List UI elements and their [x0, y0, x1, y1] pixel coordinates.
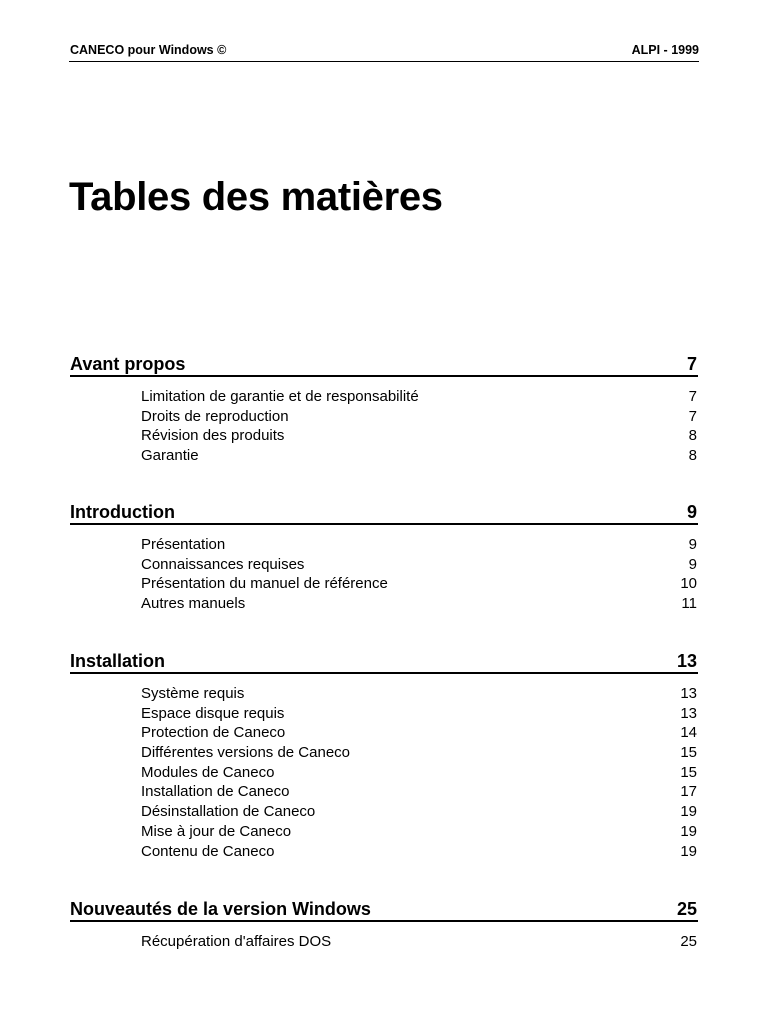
toc-entry-title: Présentation du manuel de référence [141, 575, 388, 593]
toc-entry-title: Espace disque requis [141, 704, 285, 722]
toc-section-heading[interactable] [70, 501, 698, 525]
toc-entry[interactable] [70, 932, 698, 952]
toc-entry-page-number: 17 [680, 783, 697, 801]
toc-entry-title: Protection de Caneco [141, 724, 286, 742]
toc-entry[interactable] [70, 535, 698, 555]
toc-entry[interactable] [70, 426, 698, 446]
toc-entry-page-number: 7 [688, 407, 697, 425]
toc-entry-title: Révision des produits [141, 427, 285, 445]
toc-entry-list [70, 535, 698, 614]
toc-entry-title: Système requis [141, 685, 245, 702]
toc-entry-page-number: 8 [688, 427, 697, 445]
toc-section-heading[interactable] [70, 650, 698, 674]
toc-entry-page-number: 9 [688, 536, 697, 553]
toc-section-page-number: 7 [686, 354, 697, 374]
toc-entry-title: Droits de reproduction [141, 407, 289, 425]
toc-entry-page-number: 25 [680, 933, 697, 950]
toc-section-title: Nouveautés de la version Windows [70, 899, 371, 919]
toc-entry-page-number: 13 [680, 685, 697, 702]
toc-entry[interactable] [70, 822, 698, 842]
toc-section-title: Avant propos [70, 354, 186, 374]
toc-entry-list [70, 684, 698, 861]
toc-entry-page-number: 19 [680, 803, 697, 821]
toc-section-title: Installation [70, 651, 166, 671]
toc-section-avant-propos [70, 353, 698, 465]
toc-entry[interactable] [70, 763, 698, 783]
page-title: Tables des matières [69, 175, 443, 219]
toc-entry[interactable] [70, 802, 698, 822]
toc-entry-list [70, 387, 698, 466]
toc-entry[interactable] [70, 594, 698, 614]
toc-entry[interactable] [70, 723, 698, 743]
toc-entry-page-number: 9 [688, 555, 697, 573]
toc-section-introduction [70, 501, 698, 613]
toc-section-page-number: 25 [676, 899, 697, 919]
toc-section-heading[interactable] [70, 353, 698, 377]
toc-entry-page-number: 8 [688, 447, 697, 465]
toc-entry-page-number: 11 [681, 595, 697, 613]
toc-entry-title: Présentation [141, 536, 226, 553]
toc-entry-title: Désinstallation de Caneco [141, 803, 316, 821]
toc-entry-page-number: 13 [680, 704, 697, 722]
toc-entry-title: Connaissances requises [141, 555, 305, 573]
toc-entry-title: Autres manuels [141, 595, 246, 613]
toc-entry-list [70, 932, 698, 952]
toc-entry[interactable] [70, 407, 698, 427]
toc-section-nouveautes [70, 898, 698, 950]
toc-entry-title: Récupération d'affaires DOS [141, 933, 332, 950]
toc-section-title: Introduction [70, 502, 175, 522]
toc-entry-title: Modules de Caneco [141, 763, 275, 781]
page-header [69, 41, 699, 62]
toc-entry-title: Contenu de Caneco [141, 842, 275, 860]
toc-entry[interactable] [70, 842, 698, 862]
toc-entry-page-number: 7 [688, 388, 697, 405]
toc-section-page-number: 9 [686, 502, 697, 522]
toc-entry-title: Mise à jour de Caneco [141, 822, 292, 840]
toc-entry[interactable] [70, 387, 698, 407]
toc-entry-page-number: 14 [680, 724, 697, 742]
toc-entry-page-number: 19 [680, 822, 697, 840]
toc-entry-page-number: 10 [680, 575, 697, 593]
toc-section-installation [70, 650, 698, 860]
toc-entry-title: Différentes versions de Caneco [141, 744, 351, 762]
toc-entry-title: Garantie [141, 447, 199, 465]
toc-section-page-number: 13 [676, 651, 697, 671]
toc-section-heading[interactable] [70, 898, 698, 922]
header-publisher-year: ALPI - 1999 [631, 43, 699, 57]
header-product-name: CANECO pour Windows © [70, 43, 227, 57]
toc-entry[interactable] [70, 446, 698, 466]
toc-entry[interactable] [70, 574, 698, 594]
toc-entry[interactable] [70, 555, 698, 575]
toc-entry-title: Installation de Caneco [141, 783, 290, 801]
toc-entry-title: Limitation de garantie et de responsabilité [141, 388, 419, 405]
toc-entry[interactable] [70, 704, 698, 724]
toc-entry[interactable] [70, 684, 698, 704]
toc-entry-page-number: 19 [680, 842, 697, 860]
toc-entry[interactable] [70, 743, 698, 763]
toc-entry-page-number: 15 [680, 744, 697, 762]
toc-entry[interactable] [70, 782, 698, 802]
toc-entry-page-number: 15 [680, 763, 697, 781]
